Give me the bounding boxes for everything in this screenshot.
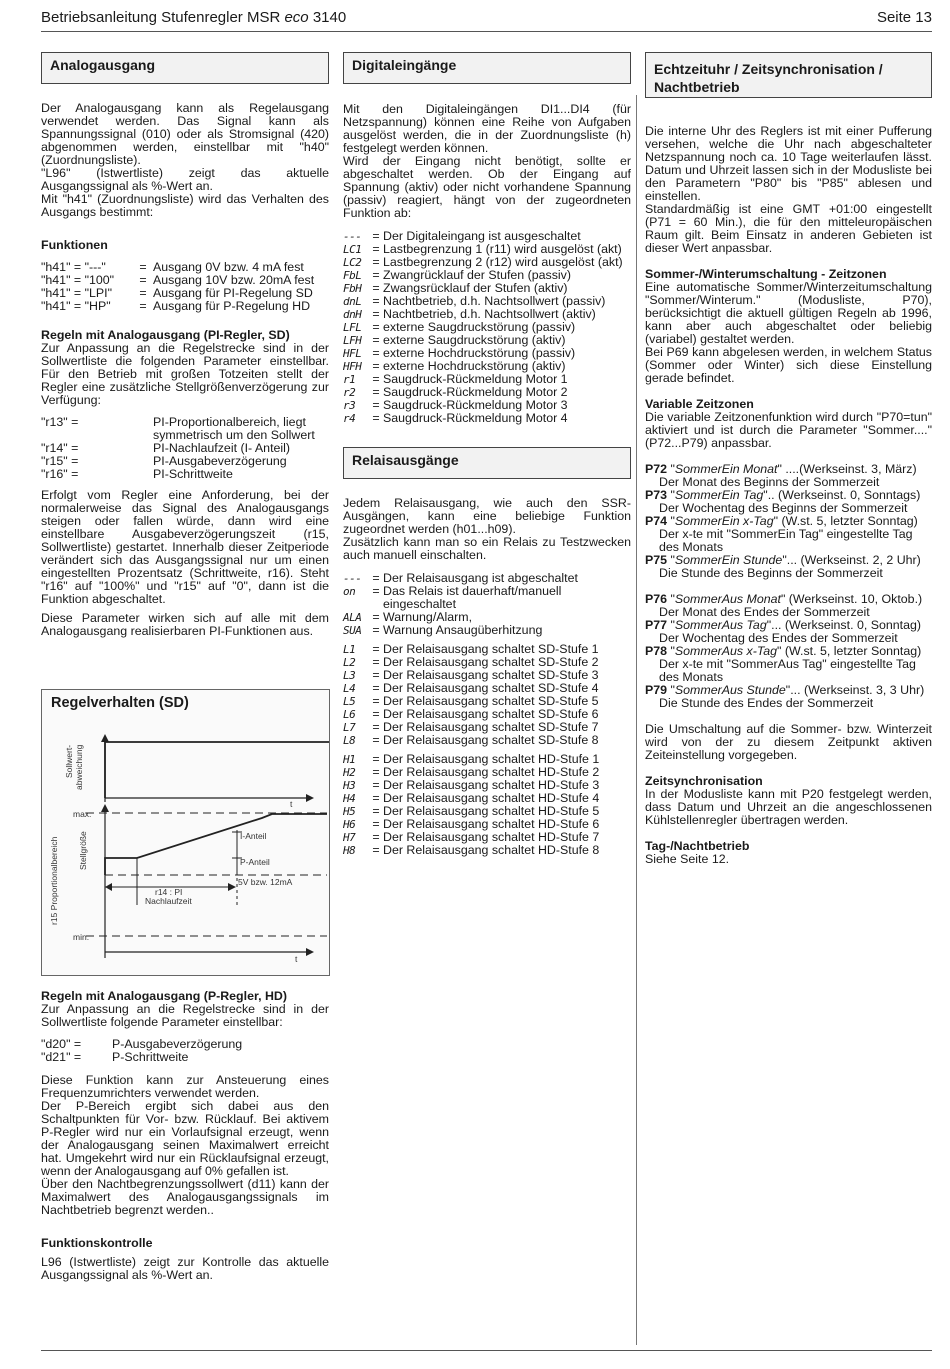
page-number: Seite 13	[876, 9, 932, 26]
relais-sd-eq: =	[372, 720, 380, 734]
relais-value: Warnung Ansaugüberhitzung	[383, 623, 543, 637]
quote: "	[667, 488, 675, 502]
sommer-param-name: SommerAus Stunde	[674, 683, 786, 697]
label-r15-proportionalbereich: r15 Proportionalbereich	[49, 836, 59, 925]
quote: "	[667, 462, 675, 476]
document-header-title	[41, 9, 346, 26]
sommer-param-code: P76	[645, 592, 668, 606]
relais-hd-code: H5	[343, 805, 356, 818]
relais-hd-code: H4	[343, 792, 356, 805]
paragraph: "L96" (Istwertliste) zeigt das aktuelle Ausgangssignal als %-Wert an.	[41, 166, 329, 193]
section-title-echtzeituhr: Echtzeituhr / Zeitsynchronisation / Nachtbetrieb	[645, 52, 932, 98]
label-r14-1: r14 : PI	[155, 887, 183, 897]
sommer-param-code: P75	[645, 553, 668, 567]
relais-sd-value: Der Relaisausgang schaltet SD-Stufe 6	[383, 707, 599, 721]
quote: "	[780, 592, 786, 606]
relais-hd-eq: =	[372, 843, 380, 857]
pi-param-row	[41, 468, 329, 481]
sommer-param-code: P74	[645, 514, 668, 528]
digital-input-code: ---	[343, 230, 362, 243]
paragraph: Mit den Digitaleingängen DI1...DI4 (für Netzspannung) können eine Reihe von Aufgaben ausgelöst werden, die in der Zuordnungsliste (h) festgelegt werden können.	[343, 102, 631, 155]
relais-hd-code: H7	[343, 831, 356, 844]
relais-value: Das Relais ist dauerhaft/manuell eingeschaltet	[383, 584, 562, 611]
digital-input-code: HFH	[343, 360, 362, 373]
sommer-param-description: Die Stunde des Endes der Sommerzeit	[659, 696, 874, 710]
digital-input-value: Saugdruck-Rückmeldung Motor 2	[383, 385, 568, 399]
relais-list-sd	[343, 643, 631, 747]
sommer-param-description: Die Stunde des Beginns der Sommerzeit	[659, 566, 883, 580]
relais-hd-value: Der Relaisausgang schaltet HD-Stufe 5	[383, 804, 600, 818]
relais-sd-eq: =	[372, 642, 380, 656]
label-t-bottom: t	[295, 954, 298, 964]
sommerzeit-end-params	[645, 593, 932, 710]
digital-input-code: r4	[343, 412, 356, 425]
sommerzeit-begin-params	[645, 463, 932, 580]
digital-input-eq: =	[372, 411, 380, 425]
relais-hd-code: H8	[343, 844, 356, 857]
digital-input-row	[343, 412, 631, 425]
paragraph: Der Analogausgang kann als Regelausgang verwendet werden. Das Signal kann als Spannungssignal (010) oder als Stromsignal (420) abgenommen werden, einstellbar mit "h40" (Zuordnungsliste).	[41, 101, 329, 167]
relais-hd-value: Der Relaisausgang schaltet HD-Stufe 6	[383, 817, 600, 831]
digital-input-value: Saugdruck-Rückmeldung Motor 4	[383, 411, 568, 425]
digital-input-code: LC2	[343, 256, 362, 269]
relais-sd-row	[343, 734, 631, 747]
quote: "	[667, 553, 675, 567]
funktion-key: "h41" = "HP"	[41, 299, 111, 313]
relais-hd-eq: =	[372, 765, 380, 779]
relais-sd-value: Der Relaisausgang schaltet SD-Stufe 4	[383, 681, 599, 695]
paragraph: Zur Anpassung an die Regelstrecke sind in der Sollwertliste die folgenden Parameter einstellbar. Für den Betrieb mit großen Totzeiten stellt der Regler eine zusätzliche Stellgrößenverzögerung zur Verfügung:	[41, 341, 329, 407]
relais-code: ALA	[343, 611, 362, 624]
funktion-value: Ausgang für P-Regelung HD	[153, 299, 311, 313]
relais-hd-value: Der Relaisausgang schaltet HD-Stufe 4	[383, 791, 600, 805]
relais-hd-row	[343, 844, 631, 857]
relais-hd-code: H6	[343, 818, 356, 831]
paragraph: Zur Anpassung an die Regelstrecke sind in der Sollwertliste folgende Parameter einstellbar:	[41, 1002, 329, 1029]
relais-sd-code: L7	[343, 721, 356, 734]
paragraph: Die interne Uhr des Reglers ist mit einer Pufferung versehen, welche die Uhr nach abgeschalteter Netzspannung noch ca. 10 Tage weiterlaufen lässt. Datum und Uhrzeit lassen sich in der Modusliste bei den Parametern "P80" bis "P85" ablesen und einstellen.	[645, 124, 932, 203]
column-divider	[636, 95, 637, 1345]
sommer-param-code: P72	[645, 462, 668, 476]
digital-input-value: Saugdruck-Rückmeldung Motor 1	[383, 372, 568, 386]
relais-hd-code: H2	[343, 766, 356, 779]
digital-input-eq: =	[372, 255, 380, 269]
heading-sommer-winter: Sommer-/Winterumschaltung - Zeitzonen	[645, 267, 887, 281]
funktion-value: Ausgang 10V bzw. 20mA fest	[153, 273, 315, 287]
funktion-eq: =	[139, 260, 147, 274]
relais-sd-code: L4	[343, 682, 356, 695]
label-5v-12ma: 5V bzw. 12mA	[238, 877, 293, 887]
relais-sd-value: Der Relaisausgang schaltet SD-Stufe 1	[383, 642, 599, 656]
header-title-eco: eco	[284, 9, 309, 26]
paragraph: Mit "h41" (Zuordnungsliste) wird das Verhalten des Ausgangs bestimmt:	[41, 192, 329, 219]
relais-row	[343, 585, 631, 611]
heading-zeitsynchronisation: Zeitsynchronisation	[645, 774, 763, 788]
relais-hd-eq: =	[372, 791, 380, 805]
arrow-right	[306, 948, 314, 956]
relais-sd-eq: =	[372, 655, 380, 669]
digital-input-code: FbH	[343, 282, 362, 295]
relais-value: Warnung/Alarm,	[383, 610, 473, 624]
quote: "	[667, 592, 675, 606]
relais-hd-eq: =	[372, 804, 380, 818]
digital-input-code: r2	[343, 386, 356, 399]
paragraph: Diese Parameter wirken sich auf alle mit dem Analogausgang realisierbaren PI-Funktionen aus.	[41, 611, 329, 638]
digital-input-eq: =	[372, 372, 380, 386]
relais-eq: =	[372, 584, 380, 598]
label-sollwert-2: abweichung	[74, 744, 84, 790]
pi-param-row	[41, 416, 329, 442]
paragraph: Siehe Seite 12.	[645, 852, 730, 866]
arrow-right	[306, 794, 314, 802]
digital-input-value: Nachtbetrieb, d.h. Nachtsollwert (aktiv)	[383, 307, 596, 321]
paragraph: Die variable Zeitzonenfunktion wird durch "P70=tun" aktiviert und ist durch die Parameter "Sommer...." (P72...P79) anpassbar.	[645, 410, 932, 450]
relais-hd-eq: =	[372, 817, 380, 831]
digital-input-eq: =	[372, 294, 380, 308]
digital-input-eq: =	[372, 268, 380, 282]
funktion-row	[41, 300, 329, 313]
heading-variable-zeitzonen: Variable Zeitzonen	[645, 397, 754, 411]
heading-pi-regler: Regeln mit Analogausgang (PI-Regler, SD)	[41, 328, 290, 342]
funktion-eq: =	[139, 286, 147, 300]
digital-input-value: Saugdruck-Rückmeldung Motor 3	[383, 398, 568, 412]
paragraph: L96 (Istwertliste) zeigt zur Kontrolle das aktuelle Ausgangssignal als %-Wert an.	[41, 1255, 329, 1282]
relais-list-general	[343, 572, 631, 637]
column-analogausgang	[41, 52, 329, 638]
paragraph: Die Umschaltung auf die Sommer- bzw. Winterzeit wird von der zu diesem Zeitpunkt aktiven Zeiteinstellung vorgegeben.	[645, 722, 932, 762]
quote: "	[667, 514, 675, 528]
arrow-up	[101, 734, 109, 742]
label-p-anteil: P-Anteil	[240, 857, 270, 867]
digital-input-eq: =	[372, 320, 380, 334]
output-curve	[105, 814, 327, 875]
relais-sd-value: Der Relaisausgang schaltet SD-Stufe 7	[383, 720, 599, 734]
digital-input-eq: =	[372, 229, 380, 243]
p-parameter-list	[41, 1038, 329, 1064]
header-title-text: Betriebsanleitung Stufenregler MSR	[41, 9, 285, 26]
column-echtzeituhr	[645, 52, 932, 866]
label-i-anteil: I-Anteil	[240, 831, 267, 841]
digital-input-code: LFH	[343, 334, 362, 347]
paragraph: Erfolgt vom Regler eine Anforderung, bei der normalerweise das Signal des Analogausgangs steigen oder fallen würde, dann wird eine einstellbare Ausgabeverzögerungszeit (r15, Sollwertliste) gestartet. Innerhalb dieser Zeitperiode verändert sich das Ausgangssignal nur um einen eingestellten Prozentsatz (Schrittweite, r16). Steht "r16" auf "100%" und "r15" auf "0", dann ist die Funktion abgeschaltet.	[41, 488, 329, 606]
paragraph: Standardmäßig ist eine GMT +01:00 eingestellt (P71 = 60 Min.), die für den mitteleuropäischen Raum gilt. Beim Einsatz in anderen Gebieten ist dieser Wert anpassbar.	[645, 202, 932, 255]
paragraph: Wird der Eingang nicht benötigt, sollte er abgeschaltet werden. Ob der Eingang auf Spannung (aktiv) oder nicht vorhandene Spannung (passiv) reagiert, hängt von der zugeordneten Funktion ab:	[343, 154, 631, 220]
section-title-analogausgang: Analogausgang	[41, 52, 329, 84]
header-rule	[41, 31, 932, 32]
sommer-param-description: Der x-te mit "SommerEin Tag" eingestellte Tag des Monats	[659, 527, 913, 554]
paragraph: Der P-Bereich ergibt sich dabei aus den Schaltpunkten für Vor- bzw. Rücklauf. Bei aktivem P-Regler wird nur ein Vorlaufsignal erzeugt, wenn der Analogausgang seinen Maximalwert erreicht hat. Umgekehrt wird nur ein Rücklaufsignal erzeugt, wenn der Analogausgang auf 0% gefallen ist.	[41, 1099, 329, 1178]
label-t-top: t	[290, 799, 293, 809]
pi-param-value: PI-Proportionalbereich, liegt symmetrisch um den Sollwert	[153, 415, 315, 442]
paragraph: Zusätzlich kann man so ein Relais zu Testzwecken auch manuell einschalten.	[343, 535, 631, 562]
sommer-param-name: SommerAus x-Tag	[674, 644, 778, 658]
pi-param-key: "r16" =	[41, 467, 79, 481]
quote: "	[785, 683, 791, 697]
quote: "	[777, 462, 782, 476]
digital-input-eq: =	[372, 359, 380, 373]
relais-sd-code: L5	[343, 695, 356, 708]
relais-sd-eq: =	[372, 668, 380, 682]
funktion-key: "h41" = "LPI"	[41, 286, 112, 300]
label-r14-2: Nachlaufzeit	[145, 896, 192, 906]
quote: "	[782, 553, 787, 567]
arrow-right	[228, 883, 236, 891]
label-max: max.	[73, 809, 92, 819]
heading-funktionen: Funktionen	[41, 238, 108, 252]
funktion-eq: =	[139, 273, 147, 287]
sommer-param-description: Der Monat des Beginns der Sommerzeit	[659, 475, 880, 489]
quote: "	[777, 644, 782, 658]
pi-param-key: "r14" =	[41, 441, 79, 455]
paragraph: In der Modusliste kann mit P20 festgelegt werden, dass Datum und Uhrzeit an die angeschlossenen Kühlstellenregler übertragen werden.	[645, 787, 932, 827]
relais-hd-eq: =	[372, 752, 380, 766]
footer-rule	[41, 1350, 932, 1351]
funktion-value: Ausgang 0V bzw. 4 mA fest	[153, 260, 304, 274]
relais-sd-value: Der Relaisausgang schaltet SD-Stufe 5	[383, 694, 599, 708]
funktion-eq: =	[139, 299, 147, 313]
funktion-key: "h41" = "---"	[41, 260, 106, 274]
sommer-param-description: Der Wochentag des Endes der Sommerzeit	[659, 631, 898, 645]
digital-input-value: Der Digitaleingang ist ausgeschaltet	[383, 229, 581, 243]
relais-sd-eq: =	[372, 707, 380, 721]
funktion-value: Ausgang für PI-Regelung SD	[153, 286, 313, 300]
sommer-param-default: .. (Werkseinst. 0, Sonntags)	[767, 488, 921, 502]
funktionen-list	[41, 261, 329, 313]
sommer-param-name: SommerEin Monat	[674, 462, 778, 476]
sommer-param-description: Der Wochentag des Beginns der Sommerzeit	[659, 501, 908, 515]
p-param-value: P-Ausgabeverzögerung	[112, 1037, 243, 1051]
quote: "	[667, 644, 675, 658]
sommer-param-default: (W.st. 5, letzter Sonntag)	[781, 644, 922, 658]
digital-input-eq: =	[372, 346, 380, 360]
sommer-param-description: Der x-te mit "SommerAus Tag" eingestellte Tag des Monats	[659, 657, 916, 684]
sommer-param-default: ... (Werkseinst. 3, 3 Uhr)	[790, 683, 925, 697]
relais-value: Der Relaisausgang ist abgeschaltet	[383, 571, 578, 585]
label-min: min.	[73, 932, 90, 942]
heading-p-regler: Regeln mit Analogausgang (P-Regler, HD)	[41, 989, 288, 1003]
relais-sd-code: L2	[343, 656, 356, 669]
pi-param-key: "r15" =	[41, 454, 79, 468]
pi-param-value: PI-Schrittweite	[153, 467, 233, 481]
paragraph: Über den Nachtbegrenzungssollwert (d11) kann der Maximalwert des Analogausgangssignals im Nachtbetrieb begrenzt werden..	[41, 1177, 329, 1217]
quote: "	[667, 618, 675, 632]
relais-code: on	[343, 585, 356, 598]
relais-row	[343, 624, 631, 637]
header-title-model: 3140	[308, 9, 347, 26]
relais-code: ---	[343, 572, 362, 585]
digital-input-value: externe Hochdruckstörung (passiv)	[383, 346, 576, 360]
relais-hd-value: Der Relaisausgang schaltet HD-Stufe 7	[383, 830, 600, 844]
sommer-param-name: SommerEin Tag	[674, 488, 764, 502]
arrow-up	[101, 804, 109, 812]
relais-hd-code: H3	[343, 779, 356, 792]
relais-sd-code: L1	[343, 643, 356, 656]
paragraph: Bei P69 kann abgelesen werden, in welchem Status (Sommer oder Winter) sich diese Einstellung gerade befindet.	[645, 345, 932, 385]
relais-sd-value: Der Relaisausgang schaltet SD-Stufe 8	[383, 733, 599, 747]
sommer-param-name: SommerAus Tag	[674, 618, 767, 632]
heading-funktionskontrolle: Funktionskontrolle	[41, 1236, 153, 1250]
relais-sd-code: L3	[343, 669, 356, 682]
relais-hd-value: Der Relaisausgang schaltet HD-Stufe 2	[383, 765, 600, 779]
digital-input-value: Lastbegrenzung 2 (r12) wird ausgelöst (akt)	[383, 255, 623, 269]
relais-hd-value: Der Relaisausgang schaltet HD-Stufe 8	[383, 843, 600, 857]
digital-input-value: externe Hochdruckstörung (aktiv)	[383, 359, 566, 373]
relais-sd-code: L6	[343, 708, 356, 721]
paragraph: Diese Funktion kann zur Ansteuerung eines Frequenzumrichters verwendet werden.	[41, 1073, 329, 1100]
pi-parameter-list	[41, 416, 329, 481]
regelverhalten-graph	[42, 690, 329, 975]
sommer-param-default: ....(Werkseinst. 3, März)	[781, 462, 917, 476]
relais-hd-code: H1	[343, 753, 356, 766]
digital-input-code: dnH	[343, 308, 362, 321]
quote: "	[773, 514, 778, 528]
digital-input-code: dnL	[343, 295, 362, 308]
relais-sd-eq: =	[372, 694, 380, 708]
label-stellgroesse: Stellgröße	[78, 831, 88, 870]
digital-input-code: r1	[343, 373, 356, 386]
pi-param-value: PI-Ausgabeverzögerung	[153, 454, 287, 468]
digital-input-code: LC1	[343, 243, 362, 256]
digital-input-eq: =	[372, 398, 380, 412]
sommer-param-default: ... (Werkseinst. 0, Sonntag)	[771, 618, 922, 632]
arrow-left	[105, 883, 112, 891]
digital-input-value: Nachtbetrieb, d.h. Nachtsollwert (passiv)	[383, 294, 606, 308]
sommer-param-code: P73	[645, 488, 668, 502]
digital-input-code: HFL	[343, 347, 362, 360]
step-signal	[105, 742, 329, 798]
column-digitaleingaenge	[343, 52, 631, 857]
label-sollwert-1: Sollwert-	[64, 744, 74, 778]
digital-input-code: r3	[343, 399, 356, 412]
sommer-param-default: (Werkseinst. 10, Oktob.)	[785, 592, 923, 606]
relais-sd-value: Der Relaisausgang schaltet SD-Stufe 2	[383, 655, 599, 669]
digital-input-eq: =	[372, 281, 380, 295]
paragraph: Jedem Relaisausgang, wie auch den SSR-Ausgängen, kann eine beliebige Funktion zugeordnet werden (h01...h09).	[343, 496, 631, 536]
pi-param-value: PI-Nachlaufzeit (I- Anteil)	[153, 441, 291, 455]
digital-input-value: externe Saugdruckstörung (passiv)	[383, 320, 576, 334]
heading-tag-nacht: Tag-/Nachtbetrieb	[645, 839, 750, 853]
digital-input-eq: =	[372, 242, 380, 256]
digital-input-value: Lastbegrenzung 1 (r11) wird ausgelöst (akt)	[383, 242, 622, 256]
p-param-key: "d21" =	[41, 1050, 82, 1064]
sommer-param-default: (W.st. 5, letzter Sonntag)	[778, 514, 918, 528]
digital-input-eq: =	[372, 333, 380, 347]
p-param-key: "d20" =	[41, 1037, 82, 1051]
diagram-title: Regelverhalten (SD)	[51, 695, 189, 711]
relais-list-hd	[343, 753, 631, 857]
paragraph: Eine automatische Sommer/Winterzeitumschaltung "Sommer/Winterum." (Modusliste, P70), berücksichtigt die aktuell gültigen Regeln ab 1996, kann aber auch abgeschaltet oder beliebig (variabel) gestaltet werden.	[645, 280, 932, 346]
digital-input-value: Zwangrücklauf der Stufen (passiv)	[383, 268, 572, 282]
digital-input-list	[343, 230, 631, 425]
relais-sd-value: Der Relaisausgang schaltet SD-Stufe 3	[383, 668, 599, 682]
quote: "	[763, 488, 768, 502]
sommer-param-name: SommerAus Monat	[674, 592, 781, 606]
regelverhalten-diagram	[41, 689, 330, 976]
relais-sd-eq: =	[372, 733, 380, 747]
digital-input-eq: =	[372, 307, 380, 321]
relais-eq: =	[372, 610, 380, 624]
sommer-param-code: P78	[645, 644, 668, 658]
digital-input-value: externe Saugdruckstörung (aktiv)	[383, 333, 566, 347]
quote: "	[667, 683, 675, 697]
relais-hd-value: Der Relaisausgang schaltet HD-Stufe 3	[383, 778, 600, 792]
section-title-digitaleingaenge: Digitaleingänge	[343, 52, 631, 84]
digital-input-eq: =	[372, 385, 380, 399]
sommer-param-name: SommerEin x-Tag	[674, 514, 774, 528]
relais-hd-eq: =	[372, 830, 380, 844]
relais-eq: =	[372, 571, 380, 585]
sommer-param-default: ... (Werkseinst. 2, 2 Uhr)	[786, 553, 921, 567]
relais-eq: =	[372, 623, 380, 637]
relais-code: SUA	[343, 624, 362, 637]
pi-param-key: "r13" =	[41, 415, 79, 429]
funktion-key: "h41" = "100"	[41, 273, 115, 287]
sommer-param-code: P79	[645, 683, 668, 697]
relais-hd-value: Der Relaisausgang schaltet HD-Stufe 1	[383, 752, 600, 766]
digital-input-code: FbL	[343, 269, 362, 282]
p-param-row	[41, 1051, 329, 1064]
digital-input-code: LFL	[343, 321, 362, 334]
section-title-relaisausgaenge: Relaisausgänge	[343, 447, 631, 479]
column-analogausgang-2	[41, 990, 329, 1282]
quote: "	[766, 618, 772, 632]
digital-input-value: Zwangsrücklauf der Stufen (aktiv)	[383, 281, 568, 295]
sommer-param-description: Der Monat des Endes der Sommerzeit	[659, 605, 870, 619]
sommer-param-code: P77	[645, 618, 668, 632]
relais-hd-eq: =	[372, 778, 380, 792]
relais-sd-eq: =	[372, 681, 380, 695]
relais-sd-code: L8	[343, 734, 356, 747]
p-param-value: P-Schrittweite	[112, 1050, 189, 1064]
sommer-param-name: SommerEin Stunde	[674, 553, 783, 567]
